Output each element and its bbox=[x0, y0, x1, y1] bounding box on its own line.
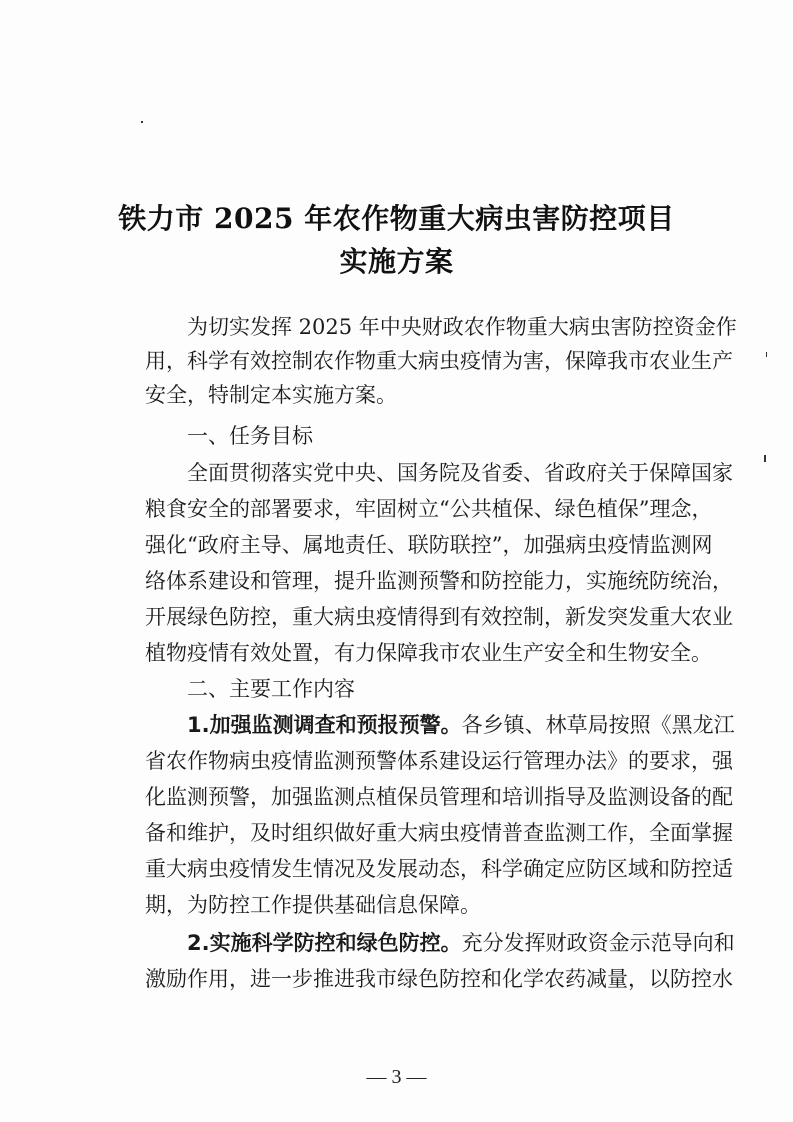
goals-line-6: 植物疫情有效处置，有力保障我市农业生产安全和生物安全。 bbox=[145, 641, 712, 665]
scan-speck bbox=[764, 455, 766, 462]
item2-lead: 2.实施科学防控和绿色防控。 bbox=[187, 931, 462, 955]
document-title-line-1: 铁力市 2025 年农作物重大病虫害防控项目 bbox=[118, 202, 675, 235]
intro-line-3: 安全，特制定本实施方案。 bbox=[145, 383, 397, 407]
goals-line-4: 络体系建设和管理，提升监测预警和防控能力，实施统防统治， bbox=[145, 569, 733, 593]
page-number: — 3 — bbox=[366, 1066, 427, 1088]
item1-line-2: 省农作物病虫疫情监测预警体系建设运行管理办法》的要求，强 bbox=[145, 749, 733, 773]
goals-line-5: 开展绿色防控，重大病虫疫情得到有效控制，新发突发重大农业 bbox=[145, 605, 733, 629]
section-heading-main-work: 二、主要工作内容 bbox=[187, 677, 355, 701]
intro-line-1: 为切实发挥 2025 年中央财政农作物重大病虫害防控资金作 bbox=[187, 315, 737, 339]
scan-speck bbox=[141, 121, 143, 123]
item2-line-1 bbox=[187, 929, 735, 957]
document-title-line-2: 实施方案 bbox=[339, 245, 454, 278]
item1-line-1 bbox=[187, 711, 735, 739]
item2-line-2: 激励作用，进一步推进我市绿色防控和化学农药减量，以防控水 bbox=[145, 967, 733, 991]
goals-line-1: 全面贯彻落实党中央、国务院及省委、省政府关于保障国家 bbox=[187, 461, 733, 485]
item2-line-1-rest: 充分发挥财政资金示范导向和 bbox=[461, 931, 735, 955]
intro-line-2: 用，科学有效控制农作物重大病虫疫情为害，保障我市农业生产 bbox=[145, 349, 733, 373]
item1-line-6: 期，为防控工作提供基础信息保障。 bbox=[145, 893, 481, 917]
item1-line-5: 重大病虫疫情发生情况及发展动态，科学确定应防区域和防控适 bbox=[145, 857, 733, 881]
scan-speck bbox=[766, 352, 767, 357]
goals-line-3: 强化“政府主导、属地责任、联防联控”，加强病虫疫情监测网 bbox=[145, 533, 713, 557]
section-heading-goals: 一、任务目标 bbox=[187, 424, 313, 448]
item1-line-3: 化监测预警，加强监测点植保员管理和培训指导及监测设备的配 bbox=[145, 785, 733, 809]
goals-line-2: 粮食安全的部署要求，牢固树立“公共植保、绿色植保”理念， bbox=[145, 497, 713, 521]
item1-lead: 1.加强监测调查和预报预警。 bbox=[187, 713, 462, 737]
item1-line-1-rest: 各乡镇、林草局按照《黑龙江 bbox=[461, 713, 735, 737]
item1-line-4: 备和维护，及时组织做好重大病虫疫情普查监测工作，全面掌握 bbox=[145, 821, 733, 845]
